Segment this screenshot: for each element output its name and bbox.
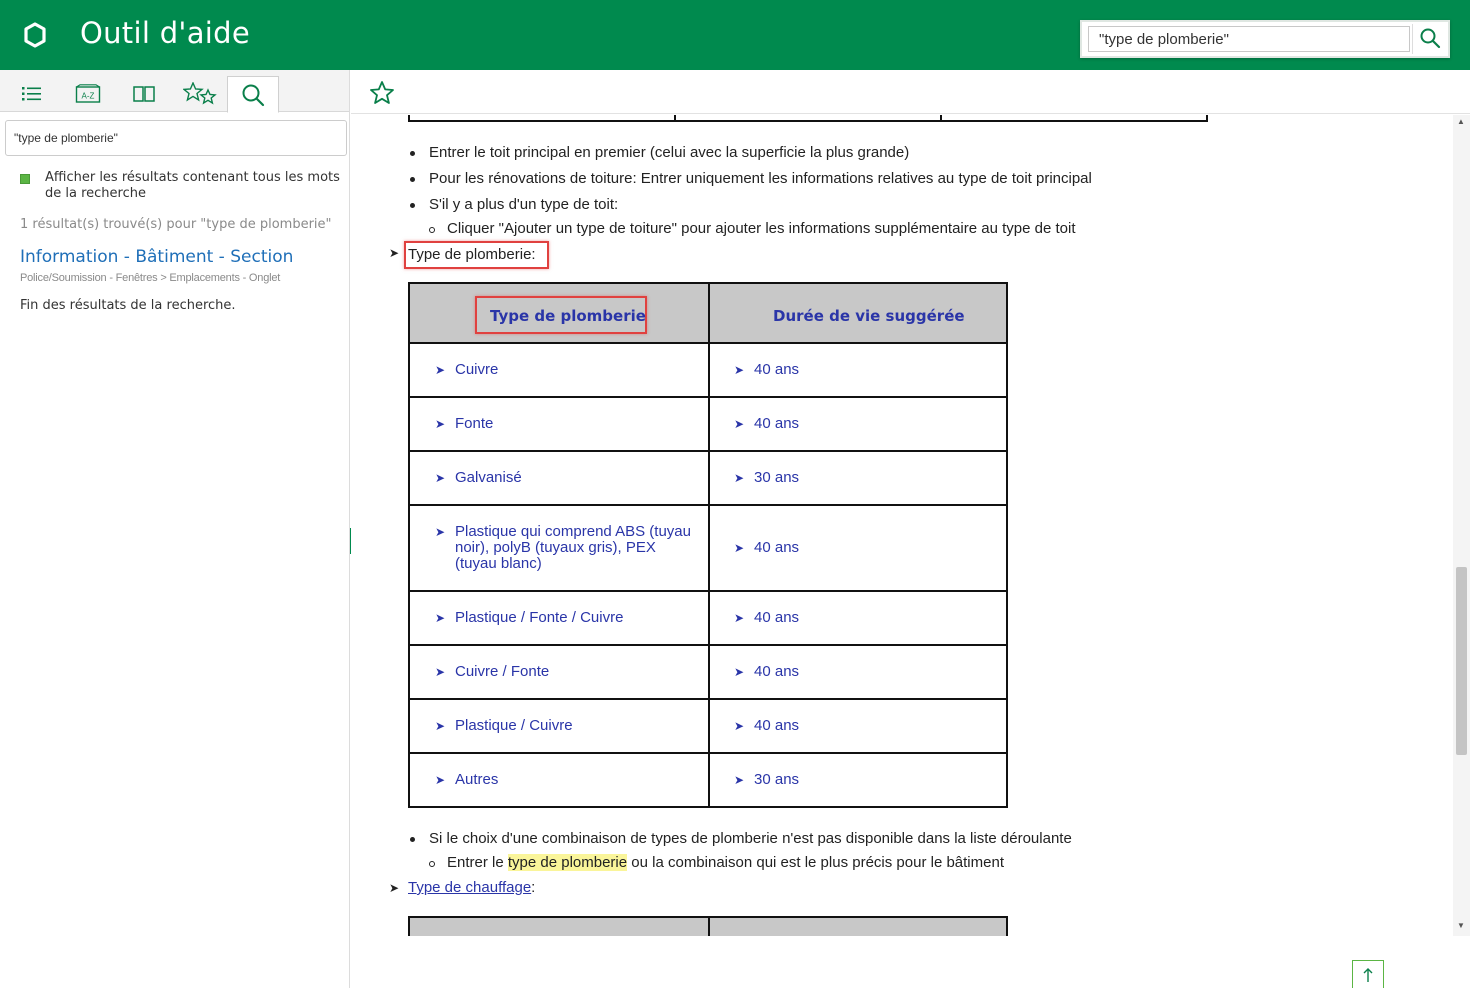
chevron-icon: ➤: [435, 611, 446, 625]
chevron-icon: ➤: [734, 541, 745, 555]
row-divider: [410, 644, 1006, 646]
favorites-stars-icon: [183, 82, 217, 106]
table-cell: ➤ 30 ans: [734, 469, 800, 486]
back-to-top-button[interactable]: [1352, 960, 1384, 988]
list-icon: [21, 85, 43, 103]
scroll-thumb[interactable]: [1456, 567, 1467, 755]
chevron-icon: ➤: [435, 525, 446, 539]
row-divider: [410, 752, 1006, 754]
section-label: Type de plomberie:: [408, 246, 536, 263]
table-cell: ➤ 40 ans: [734, 663, 800, 680]
row-divider: [410, 590, 1006, 592]
table-cell: ➤ 40 ans: [734, 539, 800, 556]
table-cell: ➤ Autres: [435, 771, 499, 788]
table-divider: [940, 115, 942, 122]
table-cell: ➤ Cuivre: [435, 361, 499, 378]
arrow-bullet-icon: ➤: [389, 881, 400, 895]
arrow-bullet-icon: ➤: [389, 246, 400, 260]
table-cell: ➤ Plastique / Fonte / Cuivre: [435, 609, 624, 626]
chevron-icon: ➤: [734, 719, 745, 733]
all-words-checkbox[interactable]: [20, 174, 30, 184]
topic-content: [351, 115, 1453, 936]
app-title: Outil d'aide: [80, 16, 250, 50]
sidebar: [0, 70, 350, 988]
app-header: [0, 0, 1470, 70]
scroll-down-icon[interactable]: ▼: [1457, 921, 1465, 930]
tab-glossary[interactable]: [118, 76, 170, 112]
sub-bullet: [429, 861, 435, 867]
row-divider: [410, 698, 1006, 700]
previous-table-bottom: [408, 115, 1208, 122]
bullet: [410, 151, 415, 156]
chevron-icon: ➤: [734, 471, 745, 485]
sub-bullet-text: Entrer le type de plomberie ou la combinaison qui est le plus précis pour le bâtiment: [447, 854, 1004, 871]
chevron-icon: ➤: [734, 611, 745, 625]
header-search: [1080, 20, 1450, 58]
search-result-link[interactable]: Information - Bâtiment - Section: [20, 247, 294, 267]
heating-type-link[interactable]: Type de chauffage: [408, 879, 532, 896]
chevron-icon: ➤: [734, 417, 745, 431]
result-count: 1 résultat(s) trouvé(s) pour "type de plomberie": [20, 217, 332, 232]
chevron-icon: ➤: [734, 773, 745, 787]
bullet: [410, 177, 415, 182]
chevron-icon: ➤: [435, 719, 446, 733]
table-cell: ➤ Fonte: [435, 415, 494, 432]
sidebar-search-input[interactable]: [5, 120, 347, 156]
search-icon: [241, 83, 265, 107]
arrow-up-icon: [1362, 967, 1374, 983]
plumbing-table: [408, 282, 1008, 808]
search-result-path: Police/Soumission - Fenêtres > Emplacements - Onglet: [20, 272, 281, 284]
chevron-icon: ➤: [435, 471, 446, 485]
chevron-icon: ➤: [734, 665, 745, 679]
scroll-up-icon[interactable]: ▲: [1457, 117, 1465, 126]
bullet-text: Entrer le toit principal en premier (celui avec la superficie la plus grande): [429, 144, 910, 161]
table-cell: ➤ Plastique qui comprend ABS (tuyau noir), polyB (tuyaux gris), PEX (tuyau blanc): [435, 523, 691, 572]
table-column-divider: [708, 284, 710, 806]
content-toolbar: [351, 70, 1470, 114]
bullet-text: Si le choix d'une combinaison de types de plomberie n'est pas disponible dans la liste déroulante: [429, 830, 1072, 847]
row-divider: [410, 396, 1006, 398]
bullet-text: Pour les rénovations de toiture: Entrer uniquement les informations relatives au type de toit principal: [429, 170, 1092, 187]
table-cell: ➤ 40 ans: [734, 717, 800, 734]
chevron-icon: ➤: [435, 773, 446, 787]
search-term-highlight: type de plomberie: [507, 854, 628, 871]
content-scrollbar[interactable]: [1453, 115, 1470, 936]
chevron-icon: ➤: [435, 363, 446, 377]
chevron-icon: ➤: [734, 363, 745, 377]
bullet-text: S'il y a plus d'un type de toit:: [429, 196, 619, 213]
table-cell: ➤ 30 ans: [734, 771, 800, 788]
next-section: Type de chauffage:: [408, 879, 536, 896]
column-header-type: Type de plomberie: [490, 307, 646, 325]
table-cell: ➤ Cuivre / Fonte: [435, 663, 550, 680]
tab-search[interactable]: [227, 76, 279, 113]
all-words-checkbox-label: Afficher les résultats contenant tous les mots de la recherche: [45, 170, 340, 201]
svg-text:A-Z: A-Z: [81, 91, 95, 101]
row-divider: [410, 450, 1006, 452]
table-cell: ➤ 40 ans: [734, 361, 800, 378]
index-az-icon: [75, 84, 101, 104]
hexagon-logo-icon: [22, 21, 48, 49]
row-divider: [410, 504, 1006, 506]
table-column-divider: [708, 918, 710, 936]
table-divider: [674, 115, 676, 122]
bullet: [410, 837, 415, 842]
heating-table-header: [408, 916, 1008, 936]
sub-bullet: [429, 227, 435, 233]
sidebar-tabs: [0, 70, 349, 112]
results-end-text: Fin des résultats de la recherche.: [20, 298, 236, 313]
tab-table-of-contents[interactable]: [6, 76, 58, 112]
table-cell: ➤ Galvanisé: [435, 469, 522, 486]
bullet: [410, 203, 415, 208]
tab-favorites[interactable]: [174, 76, 226, 112]
header-search-input[interactable]: [1088, 26, 1410, 52]
sub-bullet-text: Cliquer "Ajouter un type de toiture" pour ajouter les informations supplémentaire au type de toit: [447, 220, 1076, 237]
search-icon: [1419, 27, 1441, 49]
column-header-lifespan: Durée de vie suggérée: [773, 307, 965, 325]
tab-index[interactable]: [62, 76, 114, 112]
chevron-icon: ➤: [435, 417, 446, 431]
book-icon: [132, 85, 156, 103]
table-cell: ➤ 40 ans: [734, 415, 800, 432]
chevron-icon: ➤: [435, 665, 446, 679]
table-cell: ➤ Plastique / Cuivre: [435, 717, 573, 734]
table-cell: ➤ 40 ans: [734, 609, 800, 626]
add-favorite-star-icon[interactable]: [369, 80, 395, 106]
header-search-button[interactable]: [1412, 24, 1446, 54]
